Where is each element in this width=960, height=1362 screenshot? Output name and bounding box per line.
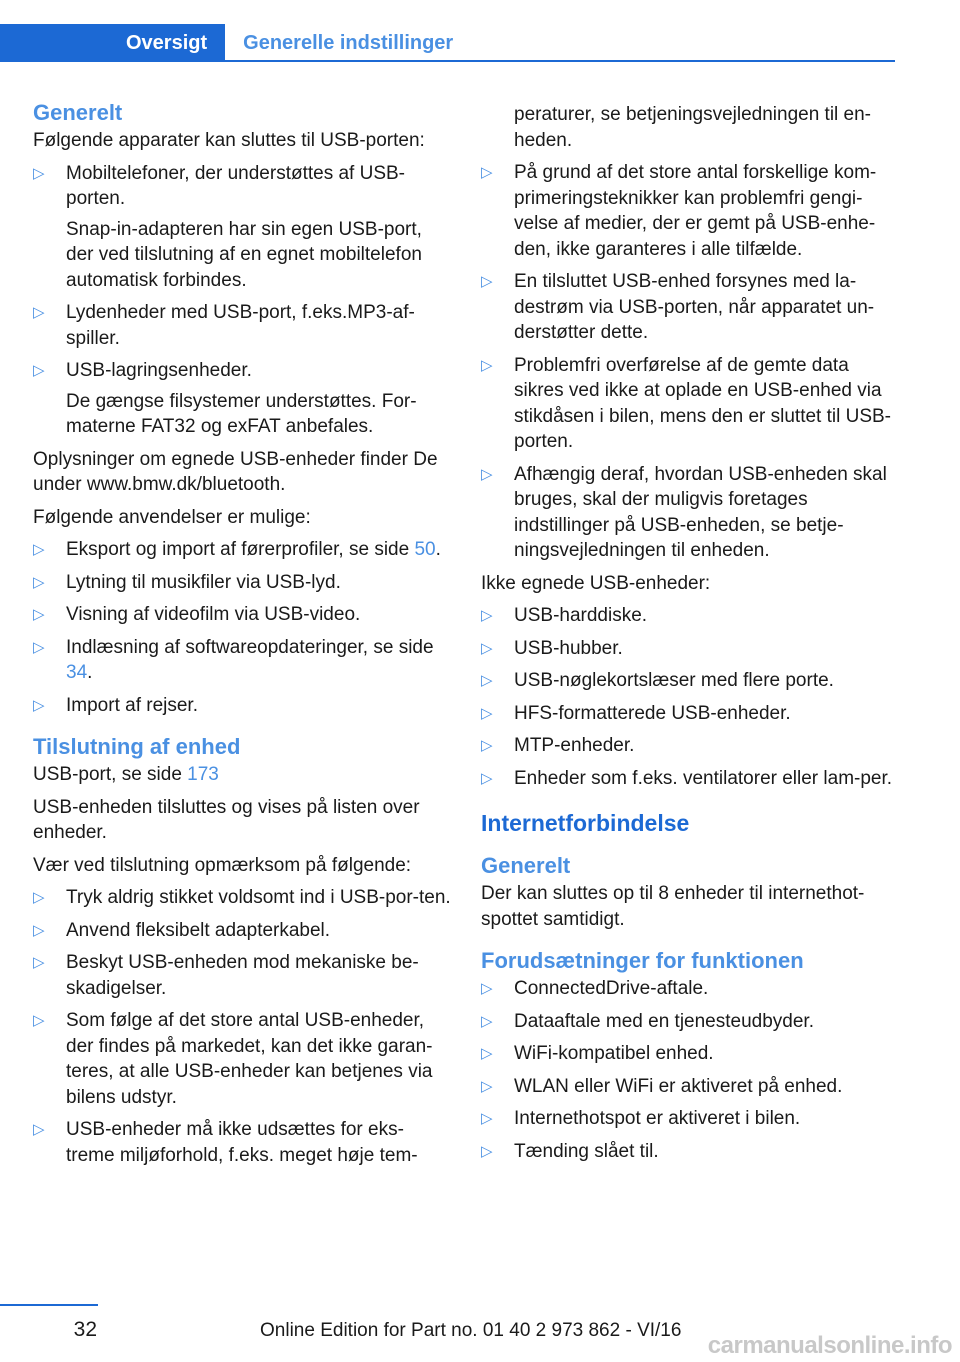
tab-oversigt[interactable]: Oversigt <box>0 24 225 62</box>
section-heading-internetforbindelse: Internetforbindelse <box>481 810 690 836</box>
triangle-bullet-icon: ▷ <box>33 889 45 906</box>
triangle-bullet-icon: ▷ <box>33 304 45 321</box>
list-item: ▷ Lydenheder med USB-port, f.eks.MP3-af-spiller. <box>33 302 415 349</box>
left-column <box>33 98 451 1175</box>
list-item: ▷ USB-lagringsenheder. De gængse filsystemer understøttes. For-materne FAT32 og exFAT anbefales. <box>33 360 417 437</box>
triangle-bullet-icon: ▷ <box>33 638 45 656</box>
uses-intro: Følgende anvendelser er mulige: <box>33 506 311 528</box>
list-item: ▷ MTP-enheder. <box>481 733 901 759</box>
list-item: ▷ HFS-formatterede USB-enheder. <box>481 701 901 727</box>
page-link[interactable]: 173 <box>187 764 219 785</box>
triangle-bullet-icon: ▷ <box>33 606 45 623</box>
page-link[interactable]: 34 <box>66 662 88 683</box>
triangle-bullet-icon: ▷ <box>481 1045 493 1062</box>
triangle-bullet-icon: ▷ <box>481 607 493 624</box>
list-item: ▷ WiFi-kompatibel enhed. <box>481 1041 901 1067</box>
unsuitable-list <box>481 603 901 791</box>
list-item: ▷ USB-nøglekortslæser med flere porte. <box>481 668 901 694</box>
list-item: ▷ Tænding slået til. <box>481 1139 901 1165</box>
list-item: ▷ Enheder som f.eks. ventilatorer eller lam-per. <box>481 766 901 792</box>
list-item: ▷ Import af rejser. <box>33 693 451 719</box>
section-heading-forudsaetninger: Forudsætninger for funktionen <box>481 948 804 973</box>
list-item: ▷ Eksport og import af førerprofiler, se side 50. <box>33 537 451 563</box>
list-item-continuation: peraturer, se betjeningsvejledningen til en-heden. <box>514 104 872 151</box>
triangle-bullet-icon: ▷ <box>33 362 45 379</box>
list-item: ▷ Dataaftale med en tjenesteudbyder. <box>481 1009 901 1035</box>
footer-rule <box>0 1304 98 1306</box>
devices-intro: Følgende apparater kan sluttes til USB-porten: <box>33 130 425 151</box>
list-item: ▷ Internethotspot er aktiveret i bilen. <box>481 1106 901 1132</box>
list-item: ▷ En tilsluttet USB-enhed forsynes med la-destrøm via USB-porten, når apparatet un-derstøtter dette. <box>481 271 875 343</box>
attention-list-continued <box>481 102 901 564</box>
list-item: ▷ Problemfri overførelse af de gemte data sikres ved ikke at oplade en USB-enhed via stikdåsen i bilen, mens den er sluttet til USB-porten. <box>481 354 892 452</box>
list-item: ▷ Mobiltelefoner, der understøttes af USB-porten. Snap-in-adapteren har sin egen USB-port, der ved tilslutning af en egnet mobiltelefon automatisk forbindes. <box>33 162 422 291</box>
list-item: ▷ Lytning til musikfiler via USB-lyd. <box>33 570 451 596</box>
triangle-bullet-icon: ▷ <box>33 954 45 971</box>
triangle-bullet-icon: ▷ <box>481 1142 493 1160</box>
triangle-bullet-icon: ▷ <box>33 573 45 591</box>
internet-text: Der kan sluttes op til 8 enheder til internethot-spottet samtidigt. <box>481 883 865 930</box>
triangle-bullet-icon: ▷ <box>481 465 493 483</box>
triangle-bullet-icon: ▷ <box>481 704 493 722</box>
requirements-list <box>481 976 901 1164</box>
unsuitable-intro: Ikke egnede USB-enheder: <box>481 572 711 594</box>
triangle-bullet-icon: ▷ <box>481 672 493 689</box>
attention-list <box>33 885 451 1168</box>
list-item: ▷ Indlæsning af softwareopdateringer, se side 34. <box>33 636 434 683</box>
info-text: Oplysninger om egnede USB-enheder finder De under www.bmw.dk/bluetooth. <box>33 448 438 495</box>
list-item: ▷ USB-harddiske. <box>481 603 901 629</box>
page-number: 32 <box>73 1318 97 1341</box>
tab-generelle-indstillinger[interactable]: Generelle indstillinger <box>243 32 454 54</box>
triangle-bullet-icon: ▷ <box>481 639 493 657</box>
triangle-bullet-icon: ▷ <box>481 1077 493 1095</box>
triangle-bullet-icon: ▷ <box>33 921 45 939</box>
triangle-bullet-icon: ▷ <box>481 356 493 374</box>
triangle-bullet-icon: ▷ <box>481 737 493 754</box>
section-heading-generelt: Generelt <box>481 853 571 878</box>
header-tabs <box>0 24 471 62</box>
uses-list <box>33 537 451 718</box>
triangle-bullet-icon: ▷ <box>481 1012 493 1030</box>
edition-text: Online Edition for Part no. 01 40 2 973 862 - VI/16 <box>260 1320 682 1341</box>
header-rule <box>0 60 895 62</box>
list-item: ▷ USB-hubber. <box>481 636 901 662</box>
triangle-bullet-icon: ▷ <box>33 164 45 182</box>
list-item: ▷ Beskyt USB-enheden mod mekaniske be-skadigelser. <box>33 952 419 999</box>
list-item: ▷ WLAN eller WiFi er aktiveret på enhed. <box>481 1074 901 1100</box>
right-column <box>481 102 901 1171</box>
watermark: carmanualsonline.info <box>707 1332 952 1359</box>
attention-intro: Vær ved tilslutning opmærksom på følgende: <box>33 854 412 876</box>
triangle-bullet-icon: ▷ <box>481 769 493 787</box>
list-item: ▷ Afhængig deraf, hvordan USB-enheden skal bruges, skal der muligvis foretages indstillinger på USB-enheden, se betje-ningsvejledningen til enheden. <box>481 463 887 561</box>
list-item: ▷ Anvend fleksibelt adapterkabel. <box>33 918 451 944</box>
usb-port-ref: USB-port, se side 173 <box>33 764 219 785</box>
triangle-bullet-icon: ▷ <box>33 1012 45 1029</box>
list-item: ▷ Tryk aldrig stikket voldsomt ind i USB-por-ten. <box>33 885 451 911</box>
list-item: ▷ ConnectedDrive-aftale. <box>481 976 901 1002</box>
triangle-bullet-icon: ▷ <box>481 1110 493 1127</box>
connect-text: USB-enheden tilsluttes og vises på listen over enheder. <box>33 796 420 843</box>
list-item: ▷ På grund af det store antal forskellige kom-primeringsteknikker kan problemfri gengi-velse af medier, der er gemt på USB-enhe-den, ikke garanteres i alle tilfælde. <box>481 162 877 260</box>
triangle-bullet-icon: ▷ <box>33 1121 45 1138</box>
section-heading-tilslutning: Tilslutning af enhed <box>33 734 241 759</box>
triangle-bullet-icon: ▷ <box>481 980 493 997</box>
list-item: ▷ Som følge af det store antal USB-enheder, der findes på markedet, kan det ikke garan-teres, at alle USB-enheder kan betjenes via bilens udstyr. <box>33 1010 433 1108</box>
triangle-bullet-icon: ▷ <box>481 164 493 181</box>
triangle-bullet-icon: ▷ <box>33 541 45 558</box>
triangle-bullet-icon: ▷ <box>481 273 493 290</box>
list-item: ▷ Visning af videofilm via USB-video. <box>33 602 451 628</box>
page-link[interactable]: 50 <box>414 539 436 560</box>
triangle-bullet-icon: ▷ <box>33 696 45 714</box>
list-item: ▷ USB-enheder må ikke udsættes for eks-treme miljøforhold, f.eks. meget høje tem- <box>33 1119 418 1166</box>
section-heading-generelt: Generelt <box>33 100 123 125</box>
devices-list <box>33 161 451 440</box>
